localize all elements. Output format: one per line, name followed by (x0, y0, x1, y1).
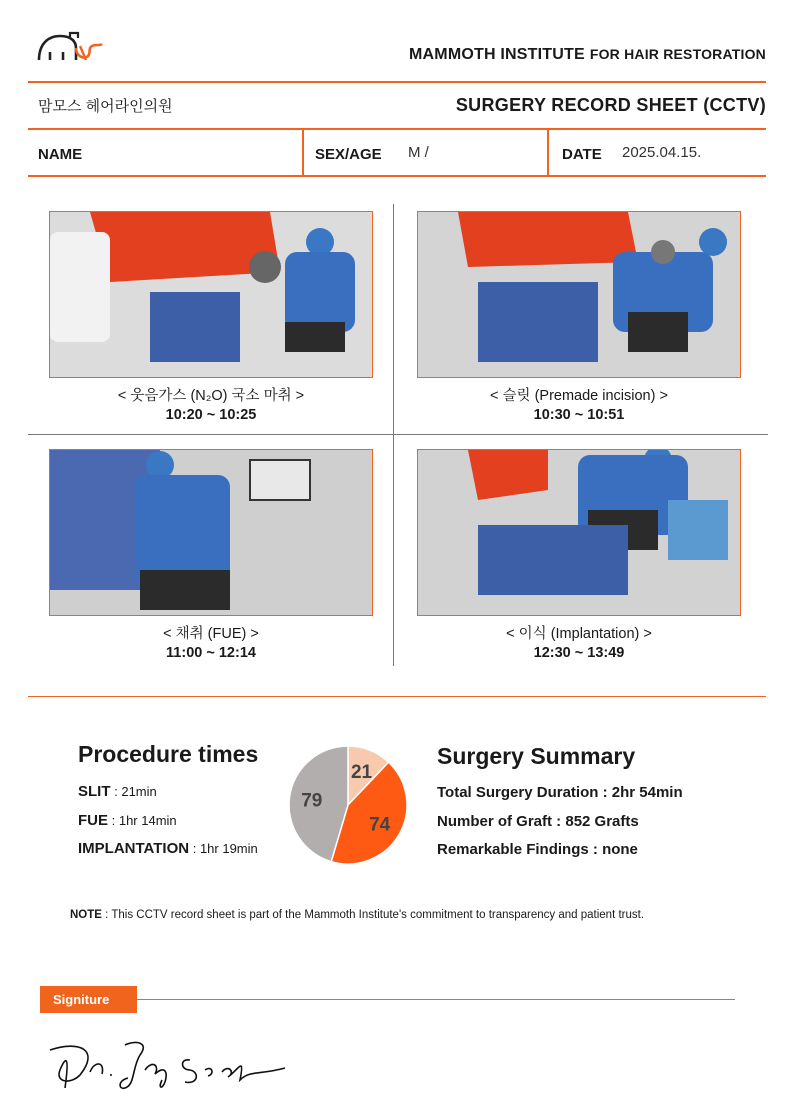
procedure-time-value: 1hr 19min (199, 841, 258, 856)
summary-label: Number of Graft (437, 813, 553, 830)
signature-tag: Signiture (40, 986, 137, 1013)
note-label: NOTE (70, 909, 102, 921)
procedure-time-label: FUE (78, 812, 108, 829)
date-label: DATE (562, 146, 602, 163)
photo-caption-title: < 슬릿 (Premade incision) > (490, 388, 668, 404)
cctv-photo-anesthesia (49, 211, 373, 378)
signature-line (137, 999, 735, 1000)
photo-caption-time: 10:20 ~ 10:25 (165, 407, 257, 423)
photo-caption-title: < 이식 (Implantation) > (506, 626, 652, 642)
field-divider (302, 129, 304, 175)
institute-name (409, 46, 766, 64)
procedure-time-item: SLIT : 21min (78, 783, 157, 800)
signature-handwriting (40, 1030, 300, 1092)
photo-caption-time: 12:30 ~ 13:49 (533, 645, 625, 661)
sexage-label: SEX/AGE (315, 146, 382, 163)
sheet-title: SURGERY RECORD SHEET (CCTV) (455, 95, 766, 115)
cctv-photo-fue (49, 449, 373, 616)
procedure-time-item: IMPLANTATION : 1hr 19min (78, 840, 258, 857)
procedure-time-item: FUE : 1hr 14min (78, 812, 177, 829)
institute-main: MAMMOTH INSTITUTE (409, 46, 585, 63)
summary-item: Total Surgery Duration : 2hr 54min (437, 784, 683, 801)
summary-item: Remarkable Findings : none (437, 841, 638, 858)
sexage-value: M / (408, 144, 429, 161)
field-divider (547, 129, 549, 175)
mammoth-logo-icon (36, 30, 106, 64)
summary-item: Number of Graft : 852 Grafts (437, 813, 639, 830)
signature-name: Dr. Jay Seok (40, 1030, 46, 1031)
grid-divider-horizontal (28, 434, 768, 435)
section-rule (28, 696, 766, 697)
cctv-photo-slit (417, 211, 741, 378)
grid-divider-vertical (393, 204, 394, 666)
pie-slice-label: 79 (301, 790, 323, 812)
note-text: This CCTV record sheet is part of the Mammoth Institute's commitment to transparency and patient trust. (111, 909, 645, 921)
procedure-time-pie-chart (288, 745, 408, 865)
photo-caption (417, 625, 741, 663)
procedure-time-value: 1hr 14min (118, 813, 177, 828)
photo-caption-time: 10:30 ~ 10:51 (533, 407, 625, 423)
procedure-times-title: Procedure times (78, 741, 259, 767)
photo-caption (49, 387, 373, 425)
procedure-time-label: IMPLANTATION (78, 840, 190, 857)
note: NOTE : This CCTV record sheet is part of the Mammoth Institute's commitment to transparency and patient trust. (70, 909, 645, 921)
summary-value: 852 Grafts (565, 813, 639, 830)
pie-slice-label: 74 (369, 814, 391, 836)
photo-caption-title: < 채취 (FUE) > (163, 626, 259, 642)
surgery-summary-title: Surgery Summary (437, 743, 636, 769)
procedure-time-label: SLIT (78, 783, 111, 800)
summary-label: Remarkable Findings (437, 841, 589, 858)
cctv-photo-implantation (417, 449, 741, 616)
summary-label: Total Surgery Duration (437, 784, 599, 801)
photo-caption-time: 11:00 ~ 12:14 (166, 645, 256, 661)
photo-caption (417, 387, 741, 425)
date-value: 2025.04.15. (622, 144, 702, 161)
summary-value: 2hr 54min (611, 784, 683, 801)
name-label: NAME (38, 146, 83, 163)
photo-caption (49, 625, 373, 663)
photo-caption-title: < 웃음가스 (N₂O) 국소 마취 > (117, 388, 305, 404)
fields-bottom-rule (28, 175, 766, 177)
pie-slice-label: 21 (350, 762, 373, 784)
institute-sub: FOR HAIR RESTORATION (589, 46, 766, 62)
procedure-time-value: 21min (121, 784, 157, 799)
header-rule (28, 81, 766, 83)
fields-top-rule (28, 128, 766, 130)
summary-value: none (602, 841, 638, 858)
korean-clinic-name: 맘모스 헤어라인의원 (38, 98, 173, 115)
